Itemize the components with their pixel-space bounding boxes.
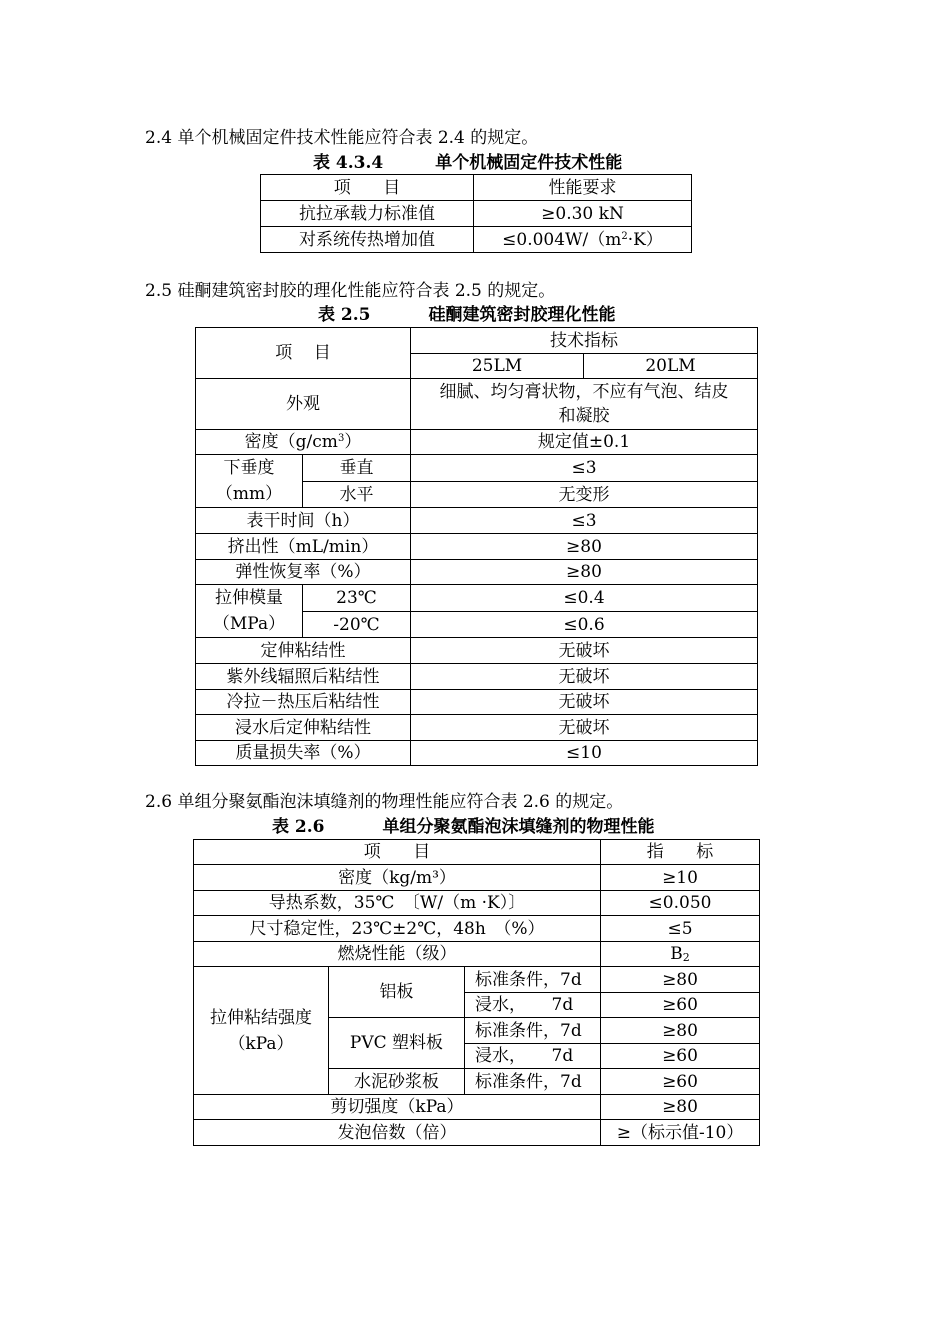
value-text: ≤0.004W/（m (502, 229, 622, 250)
value-line: 细腻、均匀膏状物，不应有气泡、结皮 (439, 382, 729, 402)
row-item: 密度（kg/m³） (194, 865, 601, 891)
value-subscript: 2 (682, 951, 690, 964)
row-item (196, 430, 411, 455)
substrate-pvc: PVC 塑料板 (329, 1018, 465, 1069)
row-group (194, 967, 329, 1095)
row-item: 尺寸稳定性，23℃±2℃，48h （%） (194, 916, 601, 942)
row-item: 弹性恢复率（%） (196, 560, 411, 585)
table-2-4-caption (313, 153, 622, 173)
row-value: ≥80 (411, 560, 758, 585)
row-value: 无变形 (411, 482, 758, 508)
row-subitem: 水平 (303, 482, 411, 508)
row-value: ≤5 (601, 916, 760, 942)
row-subitem: 23℃ (303, 585, 411, 612)
table-2-5 (195, 327, 758, 766)
header-item: 项 目 (261, 175, 474, 201)
para-2-5: 2.5 硅酮建筑密封胶的理化性能应符合表 2.5 的规定。 (145, 281, 556, 301)
row-value: ≥0.30 kN (474, 201, 692, 227)
group-line: （mm） (215, 484, 283, 504)
row-value: ≥60 (601, 993, 760, 1018)
row-item: 导热系数，35℃ 〔W/（m ·K）〕 (194, 891, 601, 916)
caption-number: 表 2.6 (272, 817, 325, 837)
row-item: 对系统传热增加值 (261, 227, 474, 253)
caption-number: 表 4.3.4 (313, 153, 384, 173)
row-item: 浸水后定伸粘结性 (196, 715, 411, 741)
table-2-6-caption (272, 817, 655, 837)
caption-title: 单个机械固定件技术性能 (435, 153, 623, 173)
row-group (196, 455, 303, 508)
row-value: 规定值±0.1 (411, 430, 758, 455)
group-line: （MPa） (212, 614, 286, 634)
value-line: 和凝胶 (558, 406, 610, 426)
row-item: 挤出性（mL/min） (196, 534, 411, 560)
row-value: 无破坏 (411, 664, 758, 690)
header-tech: 技术指标 (411, 328, 758, 354)
row-item: 发泡倍数（倍） (194, 1120, 601, 1146)
row-item: 表干时间（h） (196, 508, 411, 534)
row-value: ≥80 (411, 534, 758, 560)
header-20lm: 20LM (584, 354, 758, 379)
row-value (601, 942, 760, 967)
row-item: 抗拉承载力标准值 (261, 201, 474, 227)
group-line: 拉伸粘结强度 (210, 1007, 312, 1028)
table-2-6 (193, 839, 760, 1146)
row-value: ≥60 (601, 1044, 760, 1069)
row-value: 无破坏 (411, 715, 758, 741)
caption-number: 表 2.5 (318, 305, 371, 325)
row-value: ≤3 (411, 455, 758, 482)
row-value: 无破坏 (411, 690, 758, 715)
row-item: 紫外线辐照后粘结性 (196, 664, 411, 690)
header-requirement: 性能要求 (474, 175, 692, 201)
substrate-cement: 水泥砂浆板 (329, 1069, 465, 1095)
item-text: ） (344, 432, 362, 452)
group-line: （kPa） (228, 1033, 294, 1054)
row-value: ≥10 (601, 865, 760, 891)
condition-soak: 浸水， 7d (465, 993, 601, 1018)
header-index: 指 标 (601, 840, 760, 865)
row-item: 定伸粘结性 (196, 638, 411, 664)
row-subitem: 垂直 (303, 455, 411, 482)
item-text: 密度（g/cm (244, 432, 338, 452)
row-value: ≥80 (601, 967, 760, 993)
value-superscript: 2 (621, 230, 628, 242)
header-item: 项 目 (194, 840, 601, 865)
row-value: ≥80 (601, 1095, 760, 1120)
group-line: 拉伸模量 (215, 588, 283, 608)
caption-title: 单组分聚氨酯泡沫填缝剂的物理性能 (382, 817, 655, 837)
condition-standard: 标准条件，7d (465, 1018, 601, 1044)
group-line: 下垂度 (223, 458, 275, 478)
header-25lm: 25LM (411, 354, 584, 379)
header-item: 项 目 (196, 328, 411, 379)
row-value: ≤0.4 (411, 585, 758, 612)
table-2-4 (260, 174, 692, 253)
condition-standard: 标准条件，7d (465, 1069, 601, 1095)
row-value: ≤10 (411, 741, 758, 766)
row-item: 质量损失率（%） (196, 741, 411, 766)
row-group (196, 585, 303, 638)
value-text: B (670, 944, 683, 964)
row-value: ≤0.6 (411, 612, 758, 638)
row-value: ≥80 (601, 1018, 760, 1044)
row-value (474, 227, 692, 253)
row-value: ≥60 (601, 1069, 760, 1095)
condition-standard: 标准条件，7d (465, 967, 601, 993)
row-item: 燃烧性能（级） (194, 942, 601, 967)
item-superscript: 3 (337, 433, 345, 444)
para-2-4: 2.4 单个机械固定件技术性能应符合表 2.4 的规定。 (145, 128, 539, 148)
row-subitem: -20℃ (303, 612, 411, 638)
row-value (411, 379, 758, 430)
row-value: 无破坏 (411, 638, 758, 664)
row-item: 外观 (196, 379, 411, 430)
condition-soak: 浸水， 7d (465, 1044, 601, 1069)
row-item: 冷拉－热压后粘结性 (196, 690, 411, 715)
row-value: ≥（标示值-10） (601, 1120, 760, 1146)
para-2-6: 2.6 单组分聚氨酯泡沫填缝剂的物理性能应符合表 2.6 的规定。 (145, 792, 624, 812)
table-2-5-caption (318, 305, 616, 325)
value-text: ·K） (627, 229, 663, 250)
caption-title: 硅酮建筑密封胶理化性能 (428, 305, 616, 325)
row-value: ≤3 (411, 508, 758, 534)
row-item: 剪切强度（kPa） (194, 1095, 601, 1120)
row-value: ≤0.050 (601, 891, 760, 916)
substrate-aluminum: 铝板 (329, 967, 465, 1018)
